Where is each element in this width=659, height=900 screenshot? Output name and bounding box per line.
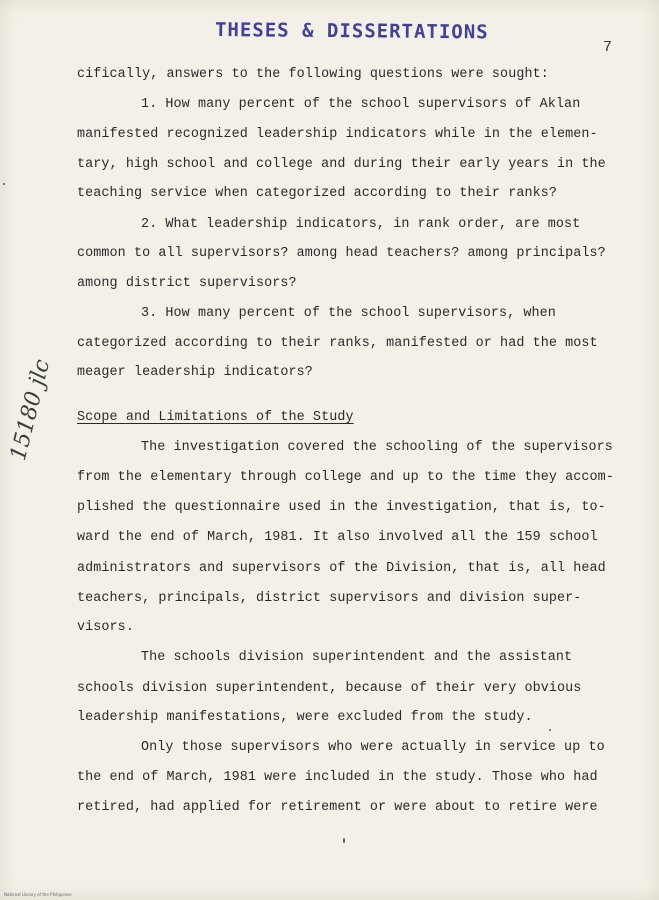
section-heading: Scope and Limitations of the Study — [77, 410, 354, 425]
body-line: the end of March, 1981 were included in the study. Those who had — [77, 770, 598, 785]
body-line: cifically, answers to the following questions were sought: — [77, 67, 549, 82]
body-line: meager leadership indicators? — [77, 365, 313, 380]
body-line: visors. — [77, 620, 134, 635]
body-line: manifested recognized leadership indicators while in the elemen- — [77, 127, 598, 142]
body-line: among district supervisors? — [77, 276, 297, 291]
paper-speck — [549, 729, 551, 731]
handwritten-margin-note: 15180 jlc — [6, 356, 56, 464]
body-line: leadership manifestations, were excluded from the study. — [77, 710, 533, 725]
body-line: teachers, principals, district supervisors and division super- — [77, 591, 582, 606]
body-line: ward the end of March, 1981. It also involved all the 159 school — [77, 530, 598, 545]
question-1-line: 1. How many percent of the school supervisors of Aklan — [141, 97, 581, 112]
body-line: teaching service when categorized according to their ranks? — [77, 186, 558, 201]
body-line: administrators and supervisors of the Division, that is, all head — [77, 561, 606, 576]
question-3-line: 3. How many percent of the school supervisors, when — [141, 306, 556, 321]
paragraph-start-line: The investigation covered the schooling of the supervisors — [141, 440, 613, 455]
body-line: schools division superintendent, because of their very obvious — [77, 681, 582, 696]
body-line: retired, had applied for retirement or were about to retire were — [77, 800, 598, 815]
body-line: from the elementary through college and up to the time they accom- — [77, 470, 614, 485]
question-2-line: 2. What leadership indicators, in rank order, are most — [141, 217, 581, 232]
body-line: tary, high school and college and during their early years in the — [77, 157, 606, 172]
theses-dissertations-stamp: THESES & DISSERTATIONS — [214, 19, 489, 44]
paragraph-start-line: The schools division superintendent and the assistant — [141, 650, 573, 665]
body-line: categorized according to their ranks, manifested or had the most — [77, 336, 598, 351]
page-number: 7 — [603, 39, 613, 56]
body-line: common to all supervisors? among head teachers? among principals? — [77, 246, 606, 261]
paper-speck — [3, 183, 5, 185]
body-line: plished the questionnaire used in the investigation, that is, to- — [77, 500, 606, 515]
footer-text: National Library of the Philippines — [4, 892, 72, 897]
paragraph-start-line: Only those supervisors who were actually in service up to — [141, 740, 605, 755]
paper-speck — [343, 838, 345, 843]
